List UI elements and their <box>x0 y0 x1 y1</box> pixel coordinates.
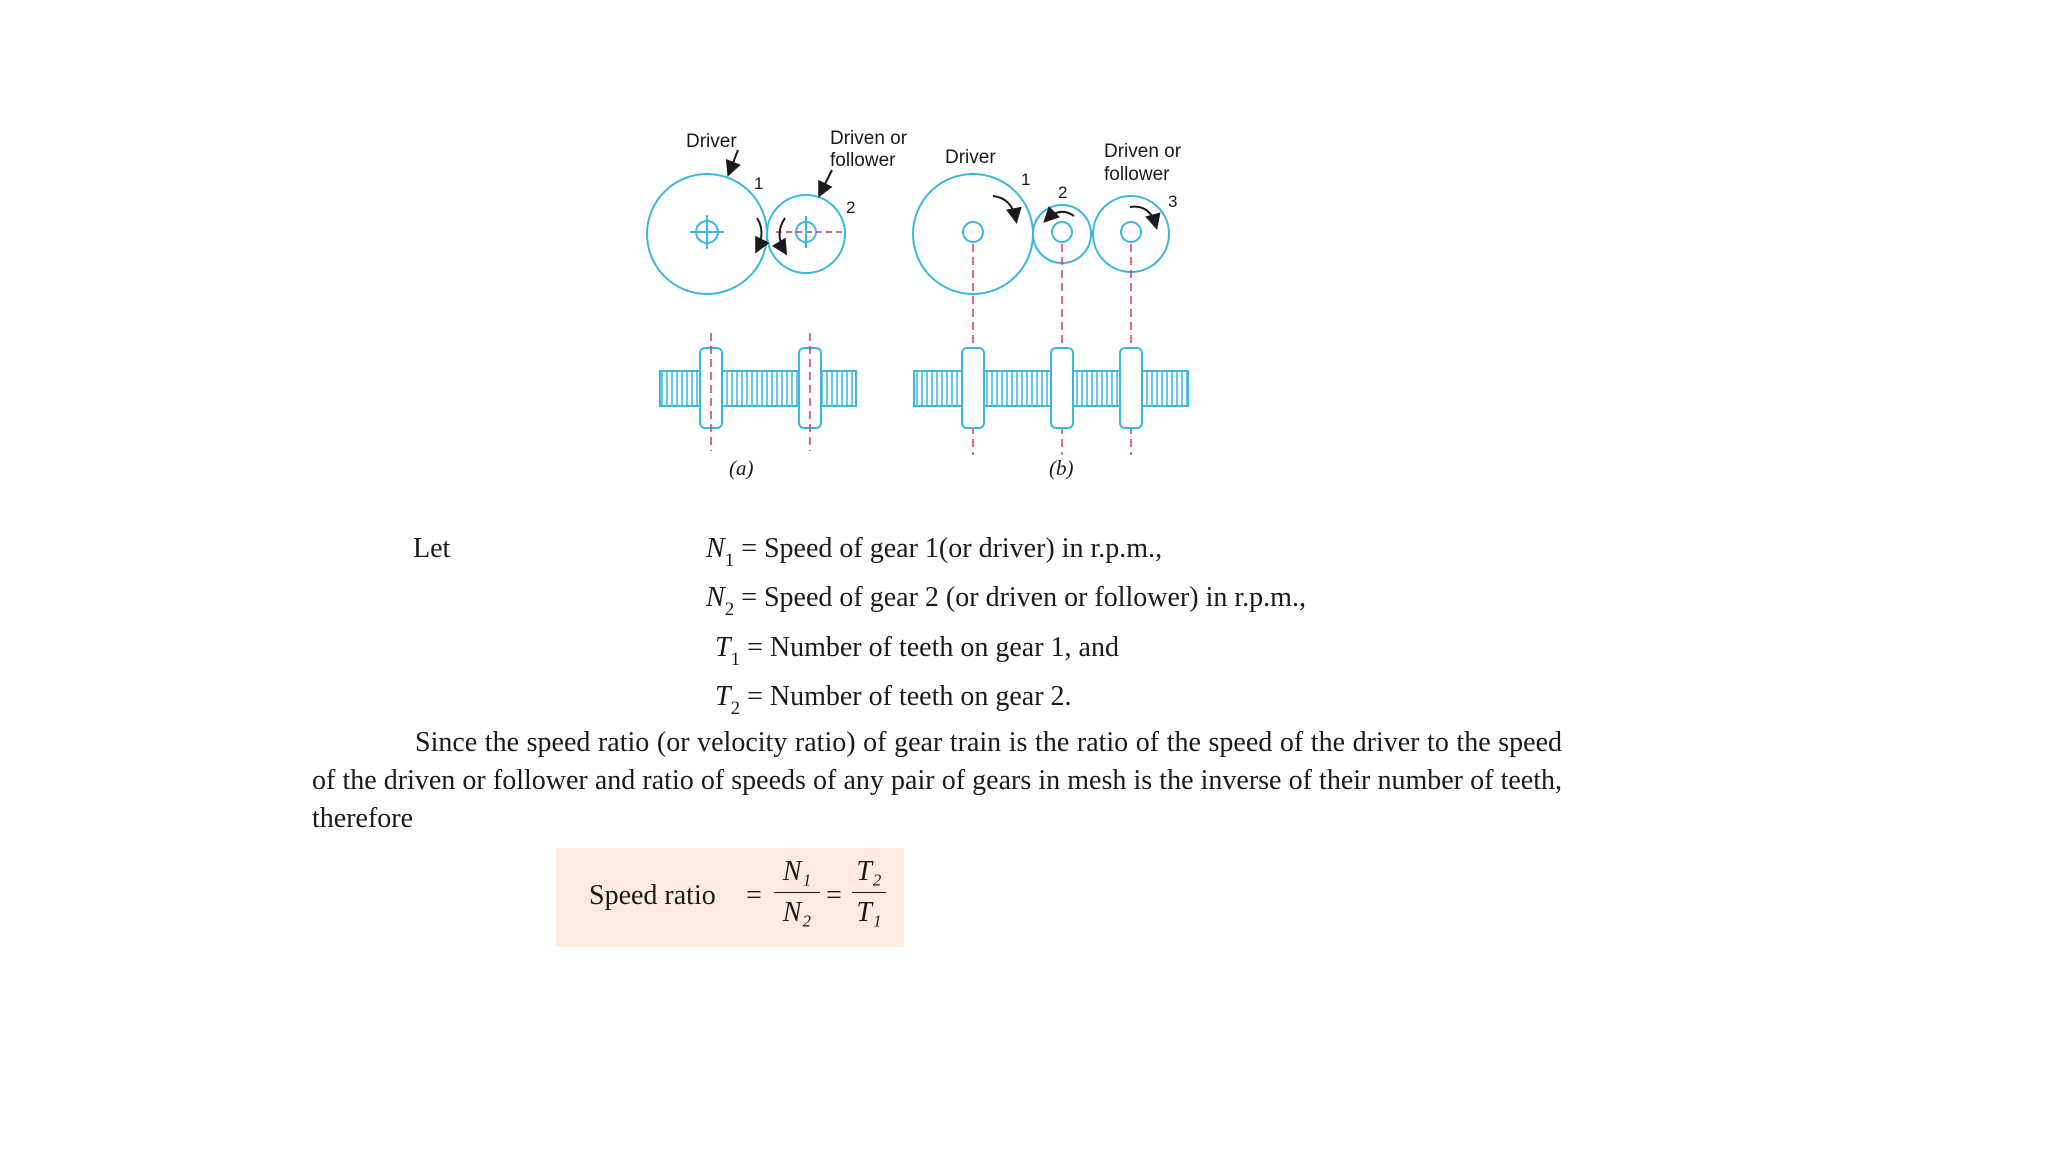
panel-a <box>647 128 908 480</box>
subscript: 2 <box>724 599 735 620</box>
rotation-arrow-2-b <box>1046 212 1074 220</box>
driver-label-a: Driver <box>686 131 737 152</box>
definition-n2 <box>706 582 1306 620</box>
gear-number-1-a: 1 <box>754 174 764 193</box>
definition-text: Number of teeth on gear 1, and <box>769 632 1119 663</box>
shaft-2-b <box>1051 348 1073 428</box>
symbol: T <box>715 681 731 712</box>
fraction-numerator: T₂ <box>856 856 882 887</box>
formula-equals-2: = <box>826 880 842 911</box>
gear-side-view-a <box>660 371 856 406</box>
symbol: N <box>706 582 725 613</box>
symbol: T <box>715 632 731 663</box>
driven-label-a-line1: Driven or <box>830 128 908 149</box>
definition-n1 <box>706 533 1163 571</box>
rotation-arrow-1-a <box>757 218 762 250</box>
symbol: N <box>706 533 725 564</box>
shaft-1-b <box>962 348 984 428</box>
gear-2-b-hub <box>1052 222 1072 242</box>
definition-text: Speed of gear 2 (or driven or follower) in r.p.m., <box>763 582 1306 613</box>
fraction-bar <box>774 892 820 893</box>
definition-t1 <box>715 632 1119 670</box>
formula-label: Speed ratio <box>589 880 716 911</box>
equals-sign: = <box>747 681 763 712</box>
driven-label-a-line2: follower <box>830 150 896 171</box>
gear-number-2-a: 2 <box>846 198 856 217</box>
rotation-arrow-2-a <box>780 218 786 252</box>
caption-a: (a) <box>729 456 754 480</box>
paragraph-text: Since the speed ratio (or velocity ratio) of gear train is the ratio of the speed of the driver to the speed of the driven or follower and ratio of speeds of any pair of gears in mesh is the inverse of their number of teeth, therefore <box>312 727 1562 834</box>
fraction-denominator: T₁ <box>856 897 882 928</box>
driven-pointer-a <box>820 170 832 194</box>
driven-label-b-line2: follower <box>1104 164 1170 185</box>
rotation-arrow-1-b <box>993 196 1016 220</box>
driven-label-b-line1: Driven or <box>1104 141 1182 162</box>
gear-2-b <box>1033 205 1091 263</box>
definition-text: Speed of gear 1(or driver) in r.p.m., <box>763 533 1163 564</box>
fraction-bar <box>852 892 886 893</box>
subscript: 1 <box>730 649 741 670</box>
fraction-t2-t1 <box>852 856 886 929</box>
equals-sign: = <box>741 533 757 564</box>
gear-number-2-b: 2 <box>1058 183 1068 202</box>
gear-3-b-hub <box>1121 222 1141 242</box>
gear-1-b-hub <box>963 222 983 242</box>
driver-pointer-a <box>729 150 738 173</box>
gear-train-figure <box>0 0 2048 500</box>
caption-b: (b) <box>1049 456 1074 480</box>
fraction-numerator: N₁ <box>782 856 812 887</box>
body-paragraph <box>312 724 1562 838</box>
shaft-3-b <box>1120 348 1142 428</box>
fraction-denominator: N₂ <box>782 897 812 928</box>
subscript: 1 <box>724 550 735 571</box>
driver-label-b: Driver <box>945 147 996 168</box>
formula-equals-1: = <box>746 880 762 911</box>
equals-sign: = <box>747 632 763 663</box>
definition-t2 <box>715 681 1072 719</box>
let-word: Let <box>413 533 451 564</box>
speed-ratio-formula <box>556 848 904 947</box>
gear-number-1-b: 1 <box>1021 170 1031 189</box>
gear-number-3-b: 3 <box>1168 192 1178 211</box>
subscript: 2 <box>730 698 741 719</box>
panel-b <box>913 141 1188 480</box>
equals-sign: = <box>741 582 757 613</box>
definition-text: Number of teeth on gear 2. <box>769 681 1072 712</box>
fraction-n1-n2 <box>774 856 820 929</box>
